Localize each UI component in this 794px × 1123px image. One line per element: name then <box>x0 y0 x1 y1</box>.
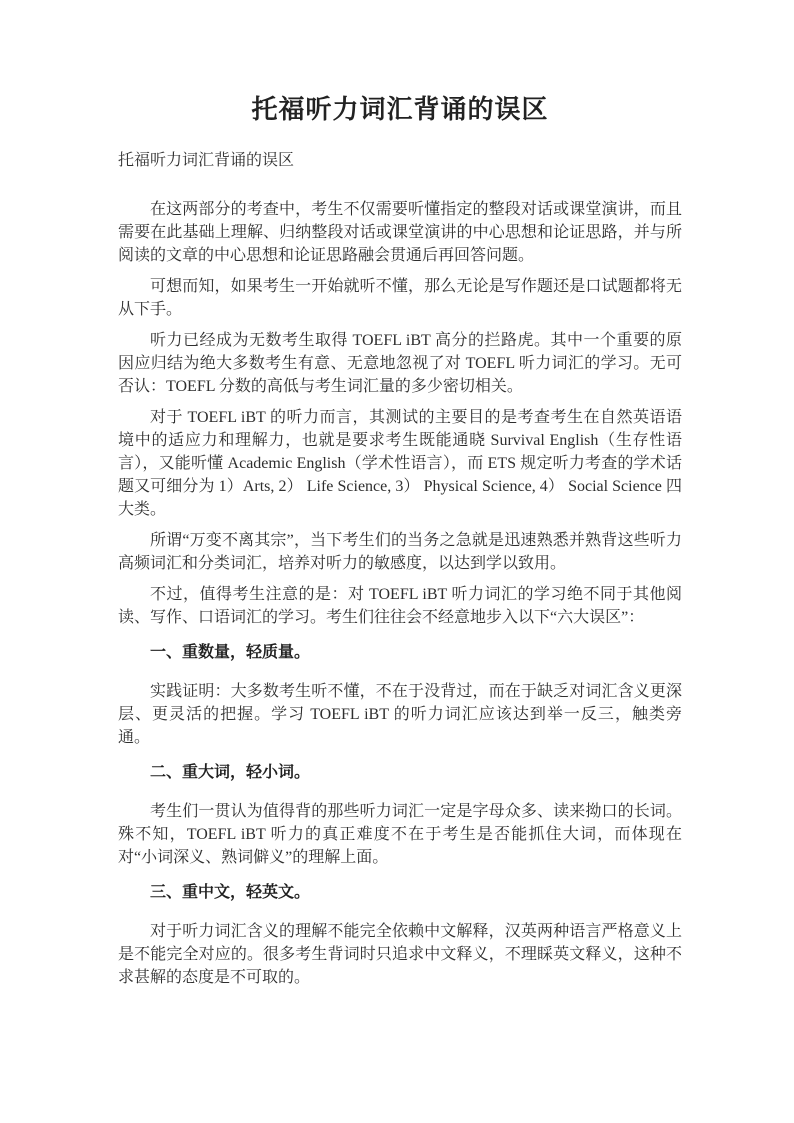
document-subtitle-line: 托福听力词汇背诵的误区 <box>118 152 295 169</box>
paragraph: 对于听力词汇含义的理解不能完全依赖中文解释，汉英两种语言严格意义上是不能完全对应的。很多考生背词时只追求中文释义，不理睬英文释义，这种不求甚解的态度是不可取的。 <box>118 923 682 986</box>
paragraph: 对于 TOEFL iBT 的听力而言，其测试的主要目的是考查考生在自然英语语境中的适应力和理解力，也就是要求考生既能通晓 Survival English（生存性语言），又能听懂 Academic English（学术性语言），而 ETS 规定听力考查的学术话题又可细分为 1）Arts, 2） Life Science, 3） Physical Science, 4） Social Science 四大类。 <box>118 409 682 518</box>
section-heading: 三、重中文，轻英文。 <box>150 884 311 901</box>
document-body <box>118 198 682 989</box>
paragraph: 不过，值得考生注意的是：对 TOEFL iBT 听力词汇的学习绝不同于其他阅读、写作、口语词汇的学习。考生们往往会不经意地步入以下“六大误区”： <box>118 586 682 626</box>
paragraph: 可想而知，如果考生一开始就听不懂，那么无论是写作题还是口试题都将无从下手。 <box>118 278 682 318</box>
paragraph: 所谓“万变不离其宗”，当下考生们的当务之急就是迅速熟悉并熟背这些听力高频词汇和分类词汇，培养对听力的敏感度，以达到学以致用。 <box>118 532 682 572</box>
section-heading: 一、重数量，轻质量。 <box>150 644 311 661</box>
section-heading: 二、重大词，轻小词。 <box>150 764 311 781</box>
paragraph: 实践证明：大多数考生听不懂，不在于没背过，而在于缺乏对词汇含义更深层、更灵活的把握。学习 TOEFL iBT 的听力词汇应该达到举一反三，触类旁通。 <box>118 683 682 746</box>
paragraph: 在这两部分的考查中，考生不仅需要听懂指定的整段对话或课堂演讲，而且需要在此基础上理解、归纳整段对话或课堂演讲的中心思想和论证思路，并与所阅读的文章的中心思想和论证思路融会贯通后再回答问题。 <box>118 201 682 264</box>
paragraph: 听力已经成为无数考生取得 TOEFL iBT 高分的拦路虎。其中一个重要的原因应归结为绝大多数考生有意、无意地忽视了对 TOEFL 听力词汇的学习。无可否认：TOEFL 分数的高低与考生词汇量的多少密切相关。 <box>118 332 682 395</box>
paragraph: 考生们一贯认为值得背的那些听力词汇一定是字母众多、读来拗口的长词。殊不知，TOEFL iBT 听力的真正难度不在于考生是否能抓住大词，而体现在对“小词深义、熟词僻义”的理解上面。 <box>118 803 682 866</box>
document-title: 托福听力词汇背诵的误区 <box>251 95 549 124</box>
